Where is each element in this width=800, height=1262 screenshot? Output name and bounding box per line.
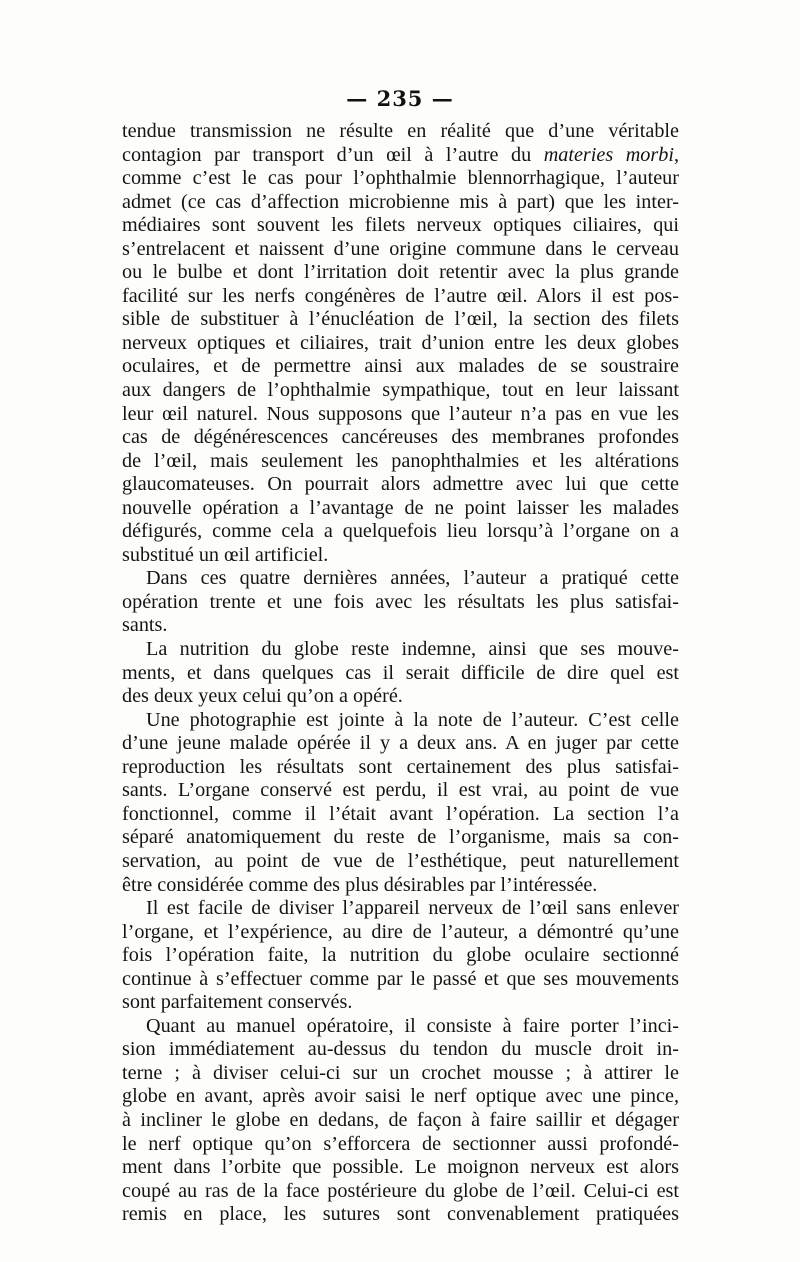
text-line: fois l’opération faite, la nutrition du globe oculaire sectionné <box>122 944 679 967</box>
text-line: coupé au ras de la face postérieure du globe de l’œil. Celui-ci est <box>122 1179 679 1202</box>
text-line: sants. L’organe conservé est perdu, il est vrai, au point de vue <box>122 779 679 802</box>
text-line: contagion par transport d’un œil à l’autre du materies morbi, <box>122 143 679 166</box>
text-line: admet (ce cas d’affection microbienne mis à part) que les inter- <box>122 190 679 213</box>
text-line: Une photographie est jointe à la note de l’auteur. C’est celle <box>146 708 679 731</box>
text-line: leur œil naturel. Nous supposons que l’auteur n’a pas en vue les <box>122 402 679 425</box>
text-line: s’entrelacent et naissent d’une origine commune dans le cerveau <box>122 237 679 260</box>
text-line: remis en place, les sutures sont convenablement pratiquées <box>122 1203 679 1226</box>
paragraph <box>122 1015 679 1227</box>
text-line: ou le bulbe et dont l’irritation doit retentir avec la plus grande <box>122 261 679 284</box>
body-text <box>122 120 679 1227</box>
text-line: Dans ces quatre dernières années, l’auteur a pratiqué cette <box>146 567 679 590</box>
text-line: reproduction les résultats sont certainement des plus satisfai- <box>122 755 679 778</box>
text-line: d’une jeune malade opérée il y a deux ans. A en juger par cette <box>122 732 679 755</box>
text-line: le nerf optique qu’on s’efforcera de sectionner aussi profondé- <box>122 1132 679 1155</box>
text-line: à incliner le globe en dedans, de façon à faire saillir et dégager <box>122 1108 679 1131</box>
text-line: aux dangers de l’ophthalmie sympathique, tout en leur laissant <box>122 379 679 402</box>
text-line: globe en avant, après avoir saisi le nerf optique avec une pince, <box>122 1085 679 1108</box>
text-line: sible de substituer à l’énucléation de l’œil, la section des filets <box>122 308 679 331</box>
text-line: Il est facile de diviser l’appareil nerveux de l’œil sans enlever <box>146 897 679 920</box>
text-line: oculaires, et de permettre ainsi aux malades de se soustraire <box>122 355 679 378</box>
text-line: nouvelle opération a l’avantage de ne point laisser les malades <box>122 496 679 519</box>
page-number: — 235 — <box>346 86 454 111</box>
paragraph <box>122 638 679 709</box>
text-line: continue à s’effectuer comme par le passé et que ses mouvements <box>122 967 679 990</box>
italic-phrase: materies morbi <box>543 143 674 166</box>
text-line: Quant au manuel opératoire, il consiste à faire porter l’inci- <box>146 1014 679 1037</box>
text-line: servation, au point de vue de l’esthétique, peut naturellement <box>122 849 679 872</box>
text-line: médiaires sont souvent les filets nerveux optiques ciliaires, qui <box>122 214 679 237</box>
text-line: substitué un œil artificiel. <box>122 543 329 566</box>
text-line: terne ; à diviser celui-ci sur un crochet mousse ; à attirer le <box>122 1061 679 1084</box>
text-line: La nutrition du globe reste indemne, ainsi que ses mouve- <box>146 638 679 661</box>
paragraph <box>122 897 679 1015</box>
text-line: nerveux optiques et ciliaires, trait d’union entre les deux globes <box>122 331 679 354</box>
paragraph <box>122 567 679 638</box>
text-line: glaucomateuses. On pourrait alors admettre avec lui que cette <box>122 473 679 496</box>
text-line: des deux yeux celui qu’on a opéré. <box>122 685 403 708</box>
text-line: comme c’est le cas pour l’ophthalmie blennorrhagique, l’auteur <box>122 167 679 190</box>
text-line: être considérée comme des plus désirables par l’intéressée. <box>122 873 598 896</box>
text-line: de l’œil, mais seulement les panophthalmies et les altérations <box>122 449 679 472</box>
text-line: sion immédiatement au-dessus du tendon du muscle droit in- <box>122 1038 679 1061</box>
text-line: facilité sur les nerfs congénères de l’autre œil. Alors il est pos- <box>122 284 679 307</box>
text-line: ment dans l’orbite que possible. Le moignon nerveux est alors <box>122 1156 679 1179</box>
text-line: sants. <box>122 614 168 637</box>
paragraph <box>122 120 679 567</box>
text-line: fonctionnel, comme il l’était avant l’opération. La section l’a <box>122 802 679 825</box>
text-line: l’organe, et l’expérience, au dire de l’auteur, a démontré qu’une <box>122 920 679 943</box>
text-line: ments, et dans quelques cas il serait difficile de dire quel est <box>122 661 679 684</box>
paragraph <box>122 709 679 897</box>
text-line: séparé anatomiquement du reste de l’organisme, mais sa con- <box>122 826 679 849</box>
text-line: sont parfaitement conservés. <box>122 991 353 1014</box>
text-line: tendue transmission ne résulte en réalité que d’une véritable <box>122 120 679 142</box>
text-line: opération trente et une fois avec les résultats les plus satisfai- <box>122 590 679 613</box>
text-line: cas de dégénérescences cancéreuses des membranes profondes <box>122 426 679 449</box>
text-line: défigurés, comme cela a quelquefois lieu lorsqu’à l’organe on a <box>122 520 679 543</box>
